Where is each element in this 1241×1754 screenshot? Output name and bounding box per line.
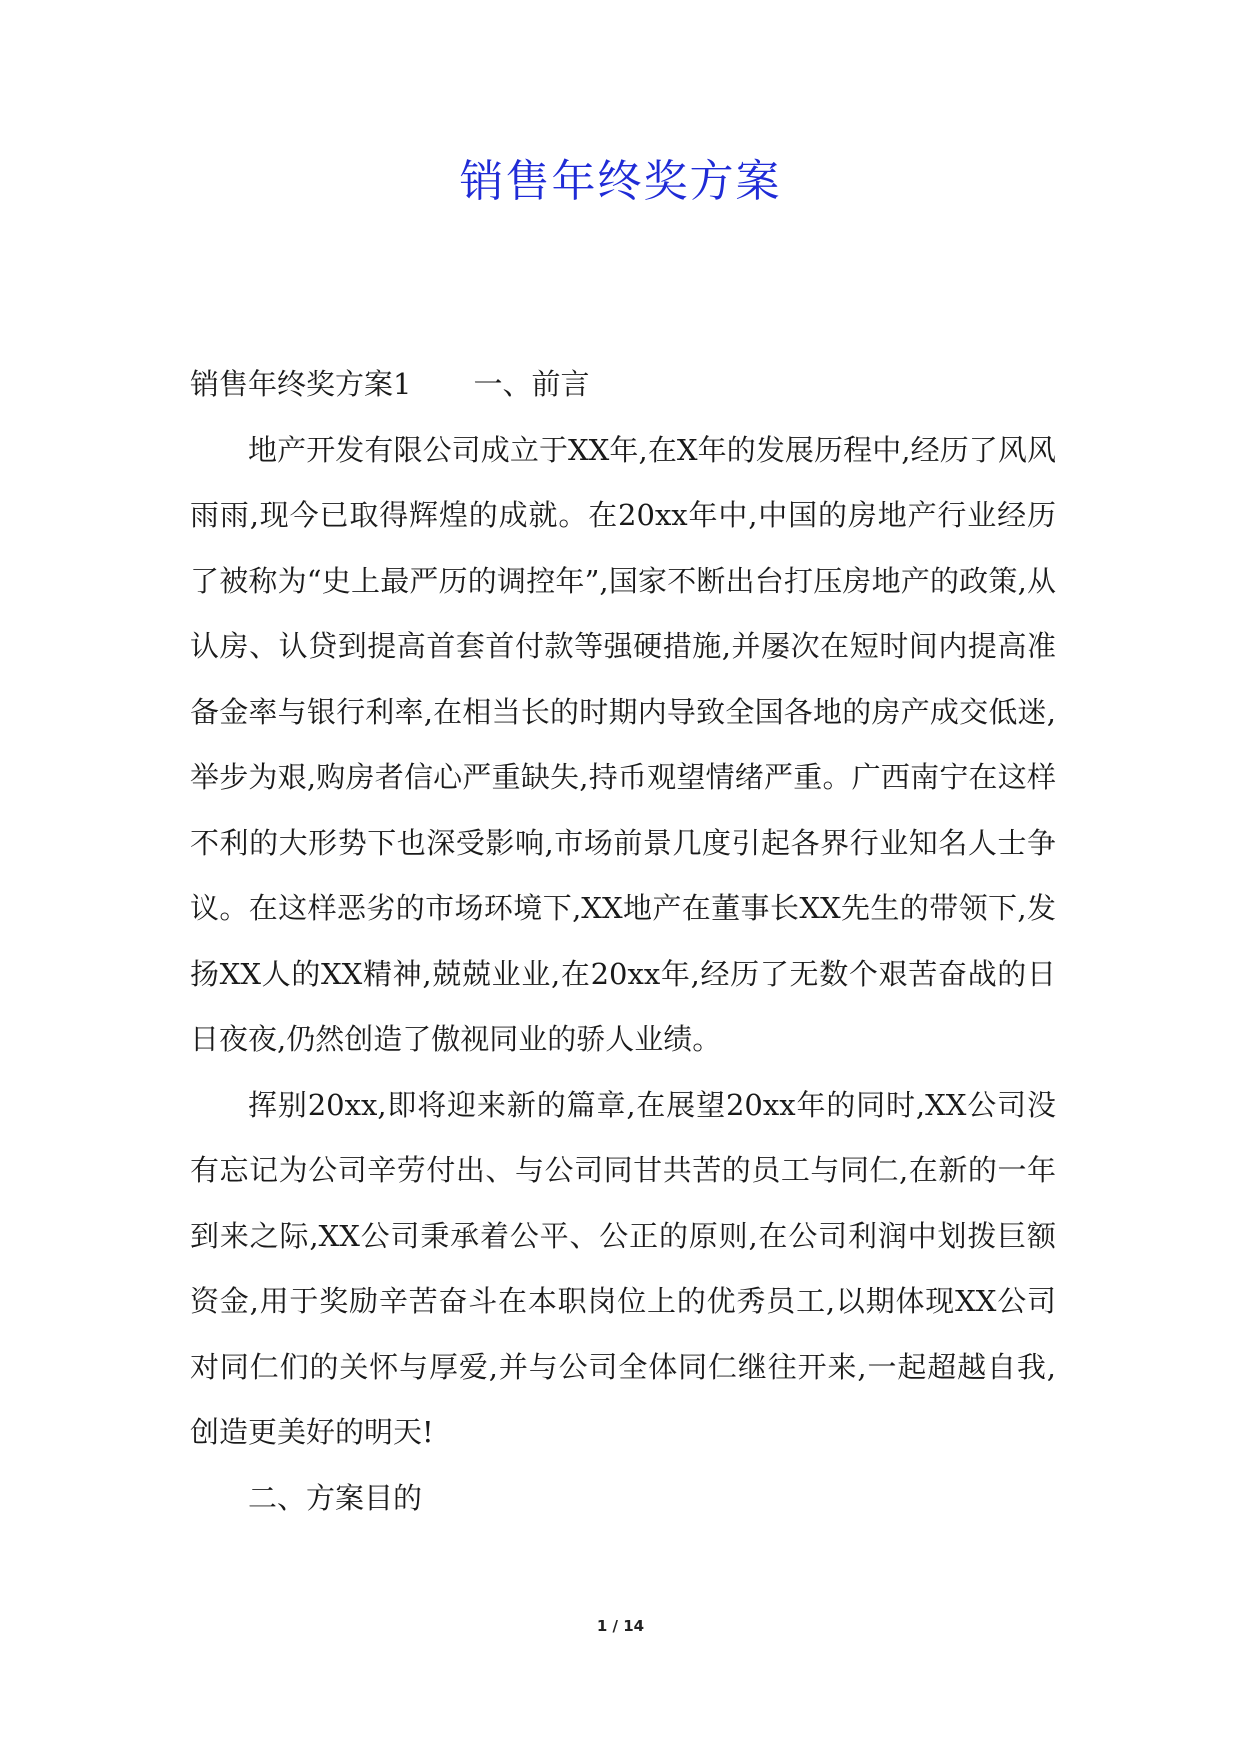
document-body [190, 352, 1056, 1531]
page-number: 1 / 14 [596, 1617, 645, 1635]
section-intro-line [190, 352, 1056, 418]
section-heading-purpose: 二、方案目的 [248, 1480, 423, 1515]
page-title: 销售年终奖方案 [459, 156, 782, 207]
section-heading-preface: 一、前言 [473, 367, 590, 401]
document-label: 销售年终奖方案1 [190, 367, 412, 401]
paragraph-year-end-outlook: 挥别20xx,即将迎来新的篇章,在展望20xx年的同时,XX公司没有忘记为公司辛劳付出、与公司同甘共苦的员工与同仁,在新的一年到来之际,XX公司秉承着公平、公正的原则,在公司利润中划拨巨额资金,用于奖励辛苦奋斗在本职岗位上的优秀员工,以期体现XX公司对同仁们的关怀与厚爱,并与公司全体同仁继往开来,一起超越自我,创造更美好的明天! [190, 1087, 1056, 1449]
paragraph-company-background: 地产开发有限公司成立于XX年,在X年的发展历程中,经历了风风雨雨,现今已取得辉煌的成就。在20xx年中,中国的房地产行业经历了被称为“史上最严历的调控年”,国家不断出台打压房地产的政策,从认房、认贷到提高首套首付款等强硬措施,并屡次在短时间内提高准备金率与银行利率,在相当长的时期内导致全国各地的房产成交低迷,举步为艰,购房者信心严重缺失,持币观望情绪严重。广西南宁在这样不利的大形势下也深受影响,市场前景几度引起各界行业知名人士争议。在这样恶劣的市场环境下,XX地产在董事长XX先生的带领下,发扬XX人的XX精神,兢兢业业,在20xx年,经历了无数个艰苦奋战的日日夜夜,仍然创造了傲视同业的骄人业绩。 [190, 432, 1056, 1056]
